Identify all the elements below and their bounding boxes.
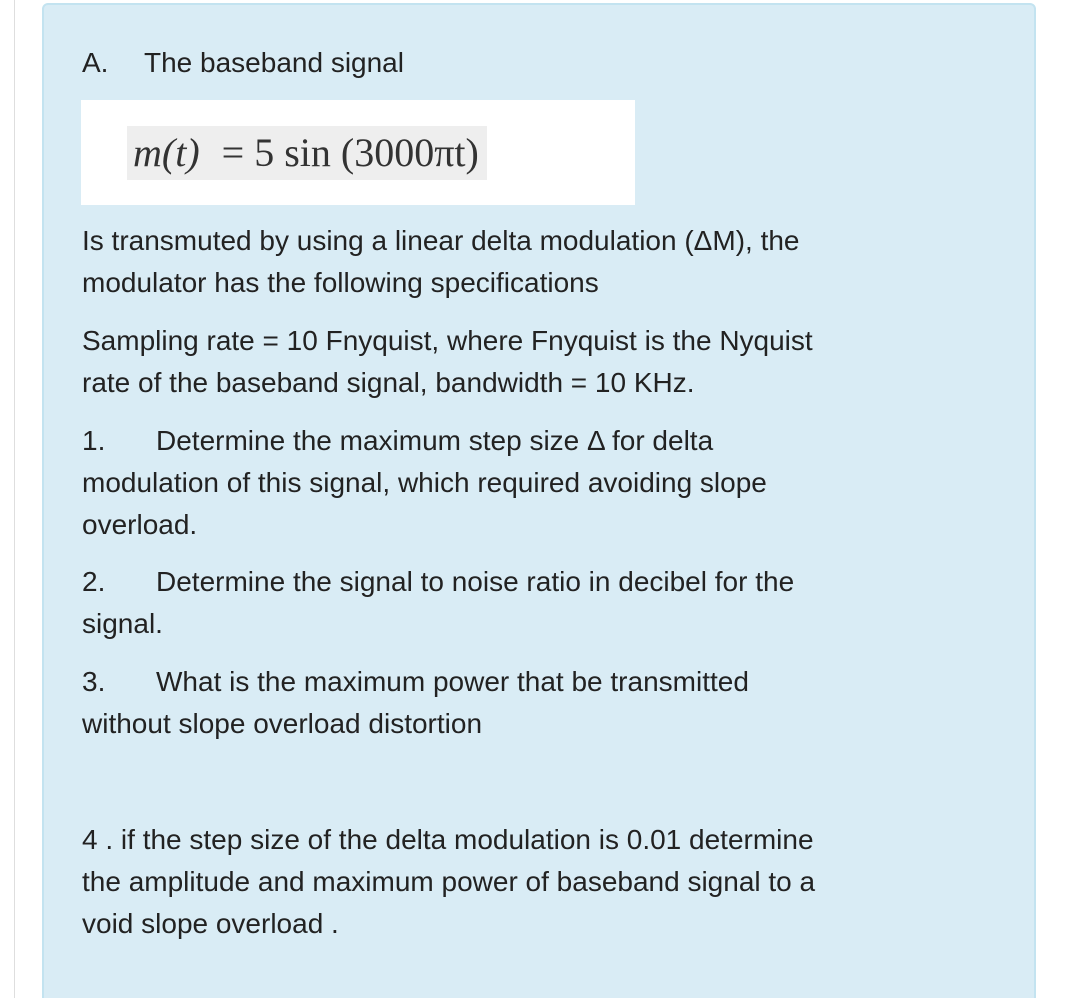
intro-line-1: Is transmuted by using a linear delta modulation (ΔM), the bbox=[82, 225, 800, 256]
formula-image bbox=[81, 100, 635, 205]
question-text-line: signal. bbox=[82, 608, 163, 639]
question-text-line: overload. bbox=[82, 509, 198, 540]
formula bbox=[127, 126, 487, 180]
question-text-line: Determine the signal to noise ratio in decibel for the bbox=[156, 566, 795, 597]
section-letter: A. bbox=[82, 47, 109, 78]
formula-lhs: m(t) bbox=[133, 130, 200, 175]
question-text-line: without slope overload distortion bbox=[82, 708, 483, 739]
question-number: 3. bbox=[82, 666, 106, 697]
specs-line-2: rate of the baseband signal, bandwidth = 10 KHz. bbox=[82, 367, 695, 398]
specs-paragraph bbox=[82, 320, 813, 404]
question-text-line: 4 . if the step size of the delta modulation is 0.01 determine bbox=[82, 824, 814, 855]
question-text-line: the amplitude and maximum power of baseband signal to a bbox=[82, 866, 816, 897]
question-4 bbox=[82, 819, 815, 945]
question-text-line: void slope overload . bbox=[82, 908, 339, 939]
section-heading bbox=[82, 44, 404, 82]
question-text-line: What is the maximum power that be transmitted bbox=[156, 666, 749, 697]
intro-paragraph bbox=[82, 220, 800, 304]
question-number: 1. bbox=[82, 425, 106, 456]
specs-line-1: Sampling rate = 10 Fnyquist, where Fnyquist is the Nyquist bbox=[82, 325, 813, 356]
question-number: 2. bbox=[82, 566, 106, 597]
question-2 bbox=[82, 561, 794, 645]
page-left-edge bbox=[14, 0, 15, 998]
question-1 bbox=[82, 420, 767, 546]
section-title: The baseband signal bbox=[144, 47, 404, 78]
question-3 bbox=[82, 661, 749, 745]
question-text-line: modulation of this signal, which required avoiding slope bbox=[82, 467, 767, 498]
intro-line-2: modulator has the following specifications bbox=[82, 267, 599, 298]
formula-rhs: = 5 sin (3000πt) bbox=[221, 130, 479, 175]
question-text-line: Determine the maximum step size Δ for delta bbox=[156, 425, 714, 456]
